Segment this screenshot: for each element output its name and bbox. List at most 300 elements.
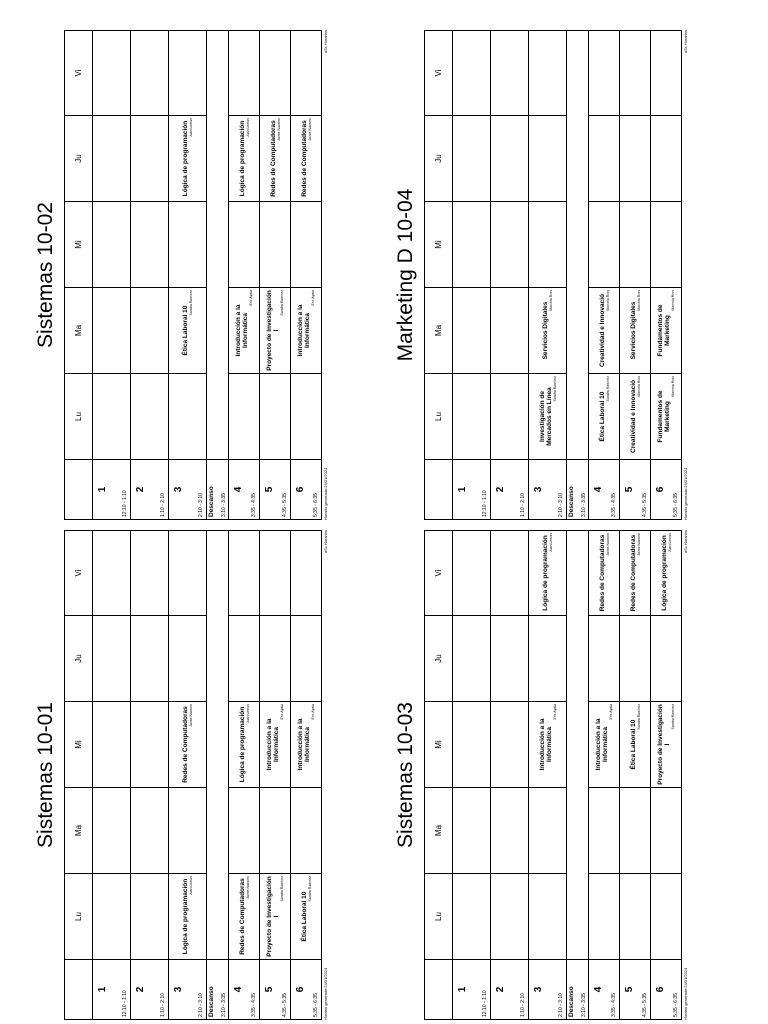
- period-time: 4:35 - 5:35: [282, 493, 288, 517]
- schedule-cell: [529, 787, 567, 873]
- class-cell: [229, 115, 260, 201]
- period-row-1: [93, 531, 131, 1019]
- day-header-ma: Ma: [65, 787, 93, 873]
- class-cell: [651, 531, 681, 615]
- break-band: [567, 31, 589, 459]
- schedule-cell: [620, 615, 651, 701]
- period-row-4: [589, 31, 620, 519]
- period-time: 5:35 - 6:35: [313, 993, 319, 1017]
- schedule-cell: [453, 873, 491, 959]
- schedule-cell: [260, 373, 291, 459]
- period-time: 5:35 - 6:35: [673, 993, 679, 1017]
- schedule-title: Sistemas 10-01: [34, 702, 57, 848]
- period-number: 3: [533, 986, 544, 993]
- corner-cell: [65, 459, 93, 519]
- brand-footer: aSc Horarios: [323, 30, 328, 54]
- day-header-lu: Lu: [425, 873, 453, 959]
- schedule-cell: [491, 201, 529, 287]
- period-row-6: [291, 31, 321, 519]
- teacher-name: Sandra Ramírez: [280, 290, 284, 316]
- period-label: [651, 959, 681, 1019]
- period-time: 3:35 - 4:35: [251, 493, 257, 517]
- teacher-name: Eric Ayala: [280, 704, 284, 720]
- day-header-vi: Vi: [425, 31, 453, 115]
- schedule-cell: [620, 787, 651, 873]
- schedule-cell: [453, 115, 491, 201]
- period-number: 5: [624, 486, 635, 493]
- teacher-name: Eric Ayala: [552, 704, 557, 720]
- period-time: 1:10 - 2:10: [520, 993, 526, 1017]
- period-time: 1:10 - 2:10: [520, 493, 526, 517]
- generated-footer: Horario generado:24/01/2024: [683, 967, 688, 1020]
- schedule-cell: [93, 701, 131, 787]
- schedule-cell: [453, 31, 491, 115]
- period-label: [620, 959, 651, 1019]
- period-time: 12:10 - 1:10: [482, 990, 488, 1017]
- period-row-5: [620, 531, 651, 1019]
- schedule-cell: [651, 201, 681, 287]
- class-cell: [651, 701, 681, 787]
- schedule-cell: [453, 201, 491, 287]
- subject-name: Proyecto de Investigación I: [657, 704, 671, 785]
- period-number: 6: [655, 486, 666, 493]
- schedule-cell: [453, 373, 491, 459]
- period-row-6: [651, 531, 681, 1019]
- header-row: [65, 531, 93, 1019]
- schedule-cell: [529, 31, 567, 115]
- schedule-cell: [260, 615, 291, 701]
- schedule-marketing-d-10-04: [390, 30, 695, 520]
- break-label: [567, 959, 589, 1019]
- period-row-4: [229, 531, 260, 1019]
- schedule-cell: [291, 615, 321, 701]
- schedule-cell: [491, 373, 529, 459]
- break-label: [207, 459, 229, 519]
- subject-name: Introducción a la Informática: [297, 304, 311, 357]
- subject-name: Servicios Digitales: [629, 301, 637, 360]
- teacher-name: Eric Ayala: [609, 704, 613, 720]
- teacher-name: Marcela Ríos: [605, 290, 610, 311]
- schedule-cell: [651, 31, 681, 115]
- teacher-name: Sandra Ramírez: [605, 376, 610, 402]
- break-time: 3:10 - 3:35: [581, 493, 587, 517]
- schedule-cell: [260, 787, 291, 873]
- schedule-cell: [529, 615, 567, 701]
- header-row: [425, 31, 453, 519]
- schedule-cell: [229, 31, 260, 115]
- class-cell: [291, 873, 321, 959]
- period-label: [453, 959, 491, 1019]
- teacher-name: Sandra Ramírez: [189, 290, 193, 316]
- teacher-name: Juan Lemus: [667, 533, 672, 553]
- subject-name: Proyecto de Investigación I: [266, 290, 280, 371]
- period-number: 6: [295, 986, 306, 993]
- period-row-2: [491, 31, 529, 519]
- subject-name: Ética Laboral 10: [300, 891, 308, 942]
- period-number: 1: [97, 986, 108, 993]
- day-header-ju: Ju: [65, 615, 93, 701]
- class-cell: [651, 287, 681, 373]
- period-row-4: [229, 31, 260, 519]
- schedule-cell: [169, 531, 207, 615]
- schedule-cell: [453, 531, 491, 615]
- teacher-name: Juan Lemus: [189, 118, 193, 138]
- teacher-name: Marcela Ríos: [671, 376, 675, 397]
- class-cell: [291, 287, 321, 373]
- header-row: [65, 31, 93, 519]
- day-header-ju: Ju: [65, 115, 93, 201]
- schedule-cell: [131, 531, 169, 615]
- schedule-cell: [589, 201, 620, 287]
- brand-footer: aSc Horarios: [323, 530, 328, 554]
- schedule-cell: [589, 115, 620, 201]
- class-cell: [260, 701, 291, 787]
- schedule-cell: [131, 873, 169, 959]
- schedule-sistemas-10-03: [390, 530, 695, 1020]
- period-label: [491, 459, 529, 519]
- schedule-cell: [529, 115, 567, 201]
- day-header-ma: Ma: [425, 287, 453, 373]
- schedule-cell: [169, 787, 207, 873]
- schedule-cell: [453, 787, 491, 873]
- schedule-cell: [229, 615, 260, 701]
- subject-name: Creatividad e Innovació: [598, 294, 606, 367]
- subject-name: Redes de Computadoras: [269, 120, 277, 197]
- schedule-cell: [131, 31, 169, 115]
- schedule-cell: [491, 287, 529, 373]
- teacher-name: Marcela Ríos: [636, 290, 641, 311]
- schedule-cell: [620, 873, 651, 959]
- header-row: [425, 531, 453, 1019]
- class-cell: [169, 873, 207, 959]
- period-label: [229, 459, 260, 519]
- subject-name: Redes de Computadoras: [629, 534, 637, 612]
- schedule-cell: [589, 31, 620, 115]
- period-number: 6: [655, 986, 666, 993]
- class-cell: [291, 115, 321, 201]
- schedule-cell: [529, 201, 567, 287]
- schedule-cell: [453, 287, 491, 373]
- schedule-cell: [93, 201, 131, 287]
- schedule-cell: [93, 373, 131, 459]
- class-cell: [229, 873, 260, 959]
- teacher-name: Jaime Navarro: [636, 533, 641, 556]
- day-header-mi: Mi: [425, 201, 453, 287]
- teacher-name: Eric Ayala: [311, 290, 315, 306]
- class-cell: [529, 701, 567, 787]
- teacher-name: Sandra Ramírez: [307, 876, 312, 902]
- period-time: 12:10 - 1:10: [122, 490, 128, 517]
- day-header-ju: Ju: [425, 615, 453, 701]
- period-number: 2: [495, 986, 506, 993]
- schedule-cell: [453, 701, 491, 787]
- schedule-cell: [589, 873, 620, 959]
- class-cell: [291, 701, 321, 787]
- period-number: 6: [295, 486, 306, 493]
- day-header-lu: Lu: [425, 373, 453, 459]
- schedule-cell: [491, 787, 529, 873]
- schedule-cell: [651, 115, 681, 201]
- schedule-title: Sistemas 10-02: [34, 202, 57, 348]
- period-number: 1: [457, 486, 468, 493]
- period-row-2: [491, 531, 529, 1019]
- schedule-cell: [229, 373, 260, 459]
- period-number: 3: [533, 486, 544, 493]
- subject-name: Fundamentos de Marketing: [657, 390, 671, 443]
- period-row-5: [620, 31, 651, 519]
- schedule-cell: [93, 615, 131, 701]
- subject-name: Investigación de Mercados en Línea: [538, 387, 553, 446]
- schedule-cell: [131, 201, 169, 287]
- teacher-name: Marcela Ríos: [549, 290, 553, 311]
- period-time: 2:10 - 3:10: [558, 993, 564, 1017]
- subject-name: Servicios Digitales: [542, 301, 549, 360]
- day-header-vi: Vi: [65, 531, 93, 615]
- period-time: 2:10 - 3:10: [198, 993, 204, 1017]
- break-name: Descanso: [568, 486, 575, 517]
- teacher-name: Jaime Navarro: [276, 118, 281, 141]
- teacher-name: Jaime Navarro: [605, 533, 610, 556]
- subject-name: Lógica de programación: [182, 878, 189, 955]
- break-row: [207, 531, 229, 1019]
- day-header-mi: Mi: [65, 701, 93, 787]
- period-row-2: [131, 531, 169, 1019]
- teacher-name: Sandra Ramírez: [671, 704, 675, 730]
- teacher-name: Juan Lemus: [245, 704, 250, 724]
- teacher-name: Juan Lemus: [245, 118, 250, 138]
- class-cell: [260, 287, 291, 373]
- teacher-name: Jaime Navarro: [245, 876, 250, 899]
- generated-footer: Horario generado:24/01/2024: [683, 467, 688, 520]
- break-band: [207, 531, 229, 959]
- teacher-name: Eric Ayala: [249, 290, 253, 306]
- schedule-cell: [131, 287, 169, 373]
- schedule-cell: [169, 31, 207, 115]
- period-number: 4: [233, 486, 244, 493]
- break-name: Descanso: [208, 486, 215, 517]
- break-label: [567, 459, 589, 519]
- period-time: 5:35 - 6:35: [313, 493, 319, 517]
- day-header-lu: Lu: [65, 373, 93, 459]
- period-time: 3:35 - 4:35: [611, 493, 617, 517]
- period-label: [131, 959, 169, 1019]
- subject-name: Lógica de programación: [182, 120, 189, 197]
- class-cell: [620, 373, 651, 459]
- period-label: [589, 459, 620, 519]
- period-label: [291, 959, 321, 1019]
- period-label: [620, 459, 651, 519]
- schedule-cell: [620, 115, 651, 201]
- period-number: 5: [264, 486, 275, 493]
- period-row-6: [651, 31, 681, 519]
- corner-cell: [425, 959, 453, 1019]
- schedule-cell: [491, 31, 529, 115]
- schedule-cell: [169, 615, 207, 701]
- break-band: [207, 31, 229, 459]
- class-cell: [260, 873, 291, 959]
- schedule-cell: [620, 31, 651, 115]
- class-cell: [529, 287, 567, 373]
- period-time: 4:35 - 5:35: [642, 993, 648, 1017]
- brand-footer: aSc Horarios: [683, 30, 688, 54]
- subject-name: Redes de Computadoras: [238, 878, 246, 955]
- subject-name: Introducción a la Informática: [538, 718, 553, 771]
- schedule-title: Marketing D 10-04: [394, 188, 417, 362]
- class-cell: [169, 287, 207, 373]
- period-row-1: [453, 31, 491, 519]
- schedule-title: Sistemas 10-03: [394, 702, 417, 848]
- teacher-name: Jaime Navarro: [189, 704, 193, 727]
- period-label: [589, 959, 620, 1019]
- period-label: [453, 459, 491, 519]
- day-header-mi: Mi: [425, 701, 453, 787]
- schedule-cell: [589, 787, 620, 873]
- period-time: 1:10 - 2:10: [160, 993, 166, 1017]
- class-cell: [529, 373, 567, 459]
- period-row-3: [169, 531, 207, 1019]
- period-time: 12:10 - 1:10: [482, 490, 488, 517]
- period-number: 4: [593, 986, 604, 993]
- class-cell: [260, 115, 291, 201]
- teacher-name: Sandra Ramírez: [552, 376, 557, 402]
- schedule-cell: [491, 531, 529, 615]
- schedule-cell: [491, 873, 529, 959]
- schedule-cell: [291, 201, 321, 287]
- period-label: [93, 959, 131, 1019]
- class-cell: [620, 531, 651, 615]
- period-time: 2:10 - 3:10: [198, 493, 204, 517]
- period-row-3: [529, 31, 567, 519]
- day-header-vi: Vi: [65, 31, 93, 115]
- break-time: 3:10 - 3:35: [221, 993, 227, 1017]
- period-label: [131, 459, 169, 519]
- subject-name: Redes de Computadoras: [300, 120, 308, 197]
- subject-name: Ética Laboral 10: [629, 719, 637, 770]
- period-number: 5: [264, 986, 275, 993]
- schedule-cell: [491, 701, 529, 787]
- period-label: [491, 959, 529, 1019]
- day-header-ma: Ma: [65, 287, 93, 373]
- teacher-name: Marcela Ríos: [671, 290, 675, 311]
- schedule-sistemas-10-02: [30, 30, 335, 520]
- period-number: 1: [97, 486, 108, 493]
- break-name: Descanso: [568, 986, 575, 1017]
- day-header-vi: Vi: [425, 531, 453, 615]
- schedule-cell: [291, 31, 321, 115]
- timetable-grid: [424, 530, 682, 1020]
- period-number: 4: [593, 486, 604, 493]
- schedule-cell: [491, 115, 529, 201]
- schedule-sistemas-10-01: [30, 530, 335, 1020]
- period-row-3: [529, 531, 567, 1019]
- class-cell: [169, 701, 207, 787]
- class-cell: [229, 287, 260, 373]
- break-time: 3:10 - 3:35: [581, 993, 587, 1017]
- schedule-cell: [260, 531, 291, 615]
- period-label: [260, 959, 291, 1019]
- schedule-cell: [651, 873, 681, 959]
- subject-name: Ética Laboral 10: [598, 391, 606, 442]
- class-cell: [589, 701, 620, 787]
- subject-name: Lógica de programación: [238, 120, 246, 197]
- subject-name: Introducción a la Informática: [235, 304, 249, 357]
- teacher-name: Eric Ayala: [311, 704, 315, 720]
- break-label: [207, 959, 229, 1019]
- class-cell: [651, 373, 681, 459]
- schedule-cell: [260, 31, 291, 115]
- teacher-name: Juan Lemus: [189, 876, 193, 896]
- schedule-cell: [229, 201, 260, 287]
- class-cell: [169, 115, 207, 201]
- schedule-cell: [529, 873, 567, 959]
- period-number: 3: [173, 986, 184, 993]
- teacher-name: Sandra Ramírez: [280, 876, 284, 902]
- teacher-name: Marcela Ríos: [636, 376, 641, 397]
- teacher-name: Juan Lemus: [549, 533, 553, 553]
- period-number: 2: [495, 486, 506, 493]
- break-time: 3:10 - 3:35: [221, 493, 227, 517]
- brand-footer: aSc Horarios: [683, 530, 688, 554]
- period-number: 4: [233, 986, 244, 993]
- schedule-cell: [651, 615, 681, 701]
- schedule-cell: [651, 787, 681, 873]
- period-label: [651, 459, 681, 519]
- day-header-ma: Ma: [425, 787, 453, 873]
- subject-name: Introducción a la Informática: [297, 718, 311, 771]
- period-label: [169, 959, 207, 1019]
- schedule-cell: [169, 201, 207, 287]
- period-time: 4:35 - 5:35: [282, 993, 288, 1017]
- class-cell: [229, 701, 260, 787]
- schedule-cell: [131, 615, 169, 701]
- period-row-3: [169, 31, 207, 519]
- timetable-grid: [64, 30, 322, 520]
- schedule-cell: [260, 201, 291, 287]
- period-row-4: [589, 531, 620, 1019]
- subject-name: Ética Laboral 10: [182, 305, 189, 356]
- period-time: 5:35 - 6:35: [673, 493, 679, 517]
- schedule-cell: [291, 787, 321, 873]
- break-name: Descanso: [208, 986, 215, 1017]
- period-number: 1: [457, 986, 468, 993]
- subject-name: Proyecto de Investigación I: [266, 876, 280, 957]
- schedule-cell: [93, 873, 131, 959]
- teacher-name: Sandra Ramírez: [636, 704, 641, 730]
- day-header-ju: Ju: [425, 115, 453, 201]
- break-band: [567, 531, 589, 959]
- schedule-cell: [453, 615, 491, 701]
- break-row: [567, 31, 589, 519]
- schedule-cell: [491, 615, 529, 701]
- subject-name: Fundamentos de Marketing: [657, 304, 671, 357]
- period-row-6: [291, 531, 321, 1019]
- timetable-grid: [424, 30, 682, 520]
- class-cell: [589, 531, 620, 615]
- schedule-cell: [131, 701, 169, 787]
- period-row-2: [131, 31, 169, 519]
- period-row-1: [93, 31, 131, 519]
- period-label: [93, 459, 131, 519]
- timetable-grid: [64, 530, 322, 1020]
- schedule-cell: [291, 531, 321, 615]
- break-row: [207, 31, 229, 519]
- period-time: 4:35 - 5:35: [642, 493, 648, 517]
- schedule-cell: [93, 787, 131, 873]
- generated-footer: Horario generado:24/01/2024: [323, 967, 328, 1020]
- period-label: [529, 459, 567, 519]
- corner-cell: [425, 459, 453, 519]
- period-label: [291, 459, 321, 519]
